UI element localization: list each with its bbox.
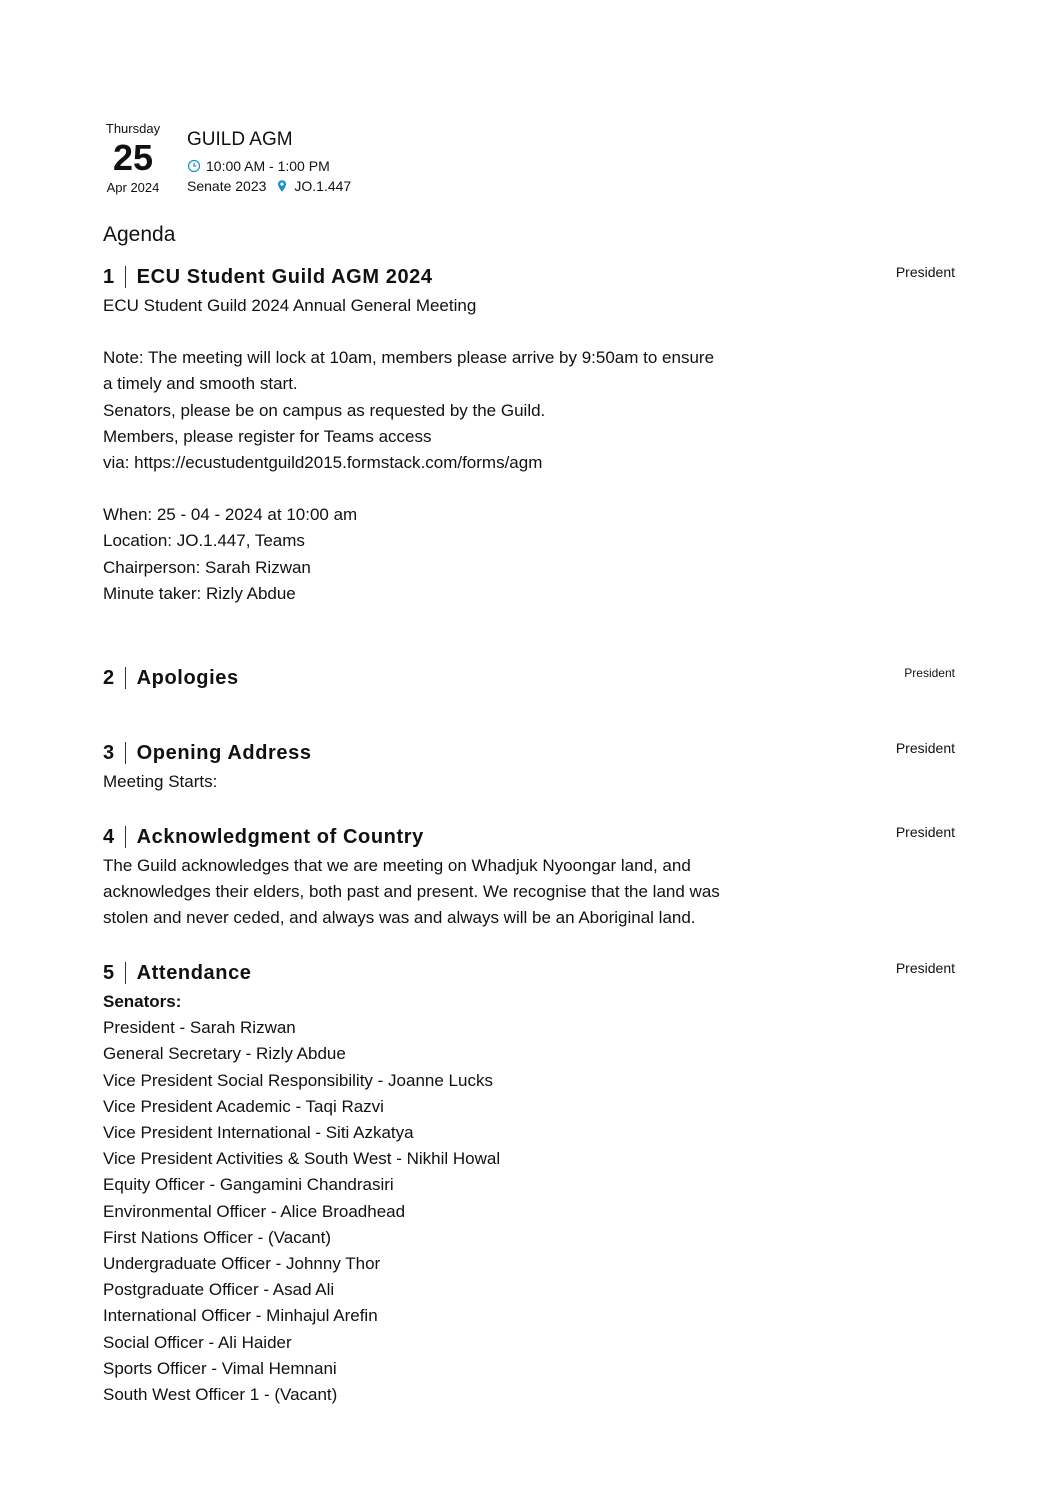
agenda-item-presenter: President <box>895 960 955 976</box>
note-line: a timely and smooth start. <box>103 374 298 394</box>
agenda-heading: Agenda <box>103 223 176 246</box>
note-line: Members, please register for Teams access <box>103 426 432 446</box>
list-item: Vice President Social Responsibility - Joanne Lucks <box>103 1070 493 1090</box>
agenda-item-title: Apologies <box>136 666 239 689</box>
agenda-item-presenter: President <box>895 824 955 840</box>
agenda-item-4 <box>103 823 955 932</box>
agenda-item-2 <box>103 664 955 692</box>
divider <box>125 962 126 984</box>
meeting-time-row <box>187 156 351 176</box>
meeting-date <box>98 121 168 196</box>
agenda-item-description <box>103 853 783 932</box>
agenda-item-description <box>103 769 783 795</box>
list-item: President - Sarah Rizwan <box>103 1018 296 1038</box>
list-item: Postgraduate Officer - Asad Ali <box>103 1280 335 1300</box>
location-line: Location: JO.1.447, Teams <box>103 531 305 551</box>
divider <box>125 667 126 689</box>
agenda-item-description <box>103 293 783 607</box>
description-line: The Guild acknowledges that we are meeting on Whadjuk Nyoongar land, and <box>103 856 691 875</box>
agenda-item-5 <box>103 959 955 1408</box>
meeting-time: 10:00 AM - 1:00 PM <box>206 158 330 174</box>
note-line: Senators, please be on campus as requested by the Guild. <box>103 400 546 420</box>
agenda-item-header <box>103 664 955 692</box>
description-line: stolen and never ceded, and always was and always will be an Aboriginal land. <box>103 908 696 928</box>
description-line: ECU Student Guild 2024 Annual General Meeting <box>103 296 477 315</box>
date-month-year: Apr 2024 <box>106 180 160 195</box>
senators-heading: Senators: <box>103 992 182 1011</box>
list-item: General Secretary - Rizly Abdue <box>103 1044 346 1064</box>
list-item: Vice President International - Siti Azkatya <box>103 1123 414 1143</box>
agenda-item-title: Attendance <box>136 961 252 984</box>
list-item: Vice President Activities & South West - Nikhil Howal <box>103 1149 501 1169</box>
list-item: First Nations Officer - (Vacant) <box>103 1227 331 1247</box>
minute-taker-line: Minute taker: Rizly Abdue <box>103 583 296 603</box>
list-item: Environmental Officer - Alice Broadhead <box>103 1201 406 1221</box>
agenda-item-presenter: President <box>895 264 955 280</box>
agenda-item-number: 4 <box>103 825 115 848</box>
divider <box>125 742 126 764</box>
agenda-item-header <box>103 263 955 291</box>
agenda-item-presenter: President <box>895 740 955 756</box>
description-line: Meeting Starts: <box>103 772 218 791</box>
agenda-item-number: 5 <box>103 961 115 984</box>
meeting-location-row <box>187 176 351 196</box>
agenda-item-header <box>103 959 955 987</box>
when-line: When: 25 - 04 - 2024 at 10:00 am <box>103 505 358 525</box>
agenda-item-presenter: President <box>904 666 955 680</box>
location-pin-icon <box>275 179 289 193</box>
date-day: 25 <box>112 137 154 178</box>
attendance-list <box>103 989 783 1408</box>
list-item: Social Officer - Ali Haider <box>103 1332 292 1352</box>
chairperson-line: Chairperson: Sarah Rizwan <box>103 557 311 577</box>
meeting-info <box>187 128 351 196</box>
note-line: Note: The meeting will lock at 10am, members please arrive by 9:50am to ensure <box>103 348 715 368</box>
agenda-item-3 <box>103 739 955 795</box>
clock-icon <box>187 159 201 173</box>
agenda-item-header <box>103 739 955 767</box>
agenda-item-number: 3 <box>103 741 115 764</box>
agenda-item-title: Acknowledgment of Country <box>136 825 424 848</box>
list-item: Sports Officer - Vimal Hemnani <box>103 1358 337 1378</box>
agenda-item-1 <box>103 263 955 607</box>
meeting-location: JO.1.447 <box>294 178 352 194</box>
agenda-item-title: Opening Address <box>136 741 312 764</box>
meeting-group: Senate 2023 <box>187 178 267 194</box>
list-item: Undergraduate Officer - Johnny Thor <box>103 1254 381 1274</box>
list-item: Equity Officer - Gangamini Chandrasiri <box>103 1175 394 1195</box>
list-item: International Officer - Minhajul Arefin <box>103 1306 378 1326</box>
agenda-item-title: ECU Student Guild AGM 2024 <box>136 265 433 288</box>
list-item: South West Officer 1 - (Vacant) <box>103 1385 338 1405</box>
divider <box>125 826 126 848</box>
agenda-item-number: 1 <box>103 265 115 288</box>
divider <box>125 266 126 288</box>
registration-link[interactable]: via: https://ecustudentguild2015.formstack.com/forms/agm <box>103 453 543 473</box>
description-line: acknowledges their elders, both past and present. We recognise that the land was <box>103 882 720 902</box>
agenda-item-header <box>103 823 955 851</box>
meeting-title: GUILD AGM <box>187 129 293 150</box>
date-day-of-week: Thursday <box>105 121 161 136</box>
agenda-item-number: 2 <box>103 666 115 689</box>
list-item: Vice President Academic - Taqi Razvi <box>103 1096 384 1116</box>
